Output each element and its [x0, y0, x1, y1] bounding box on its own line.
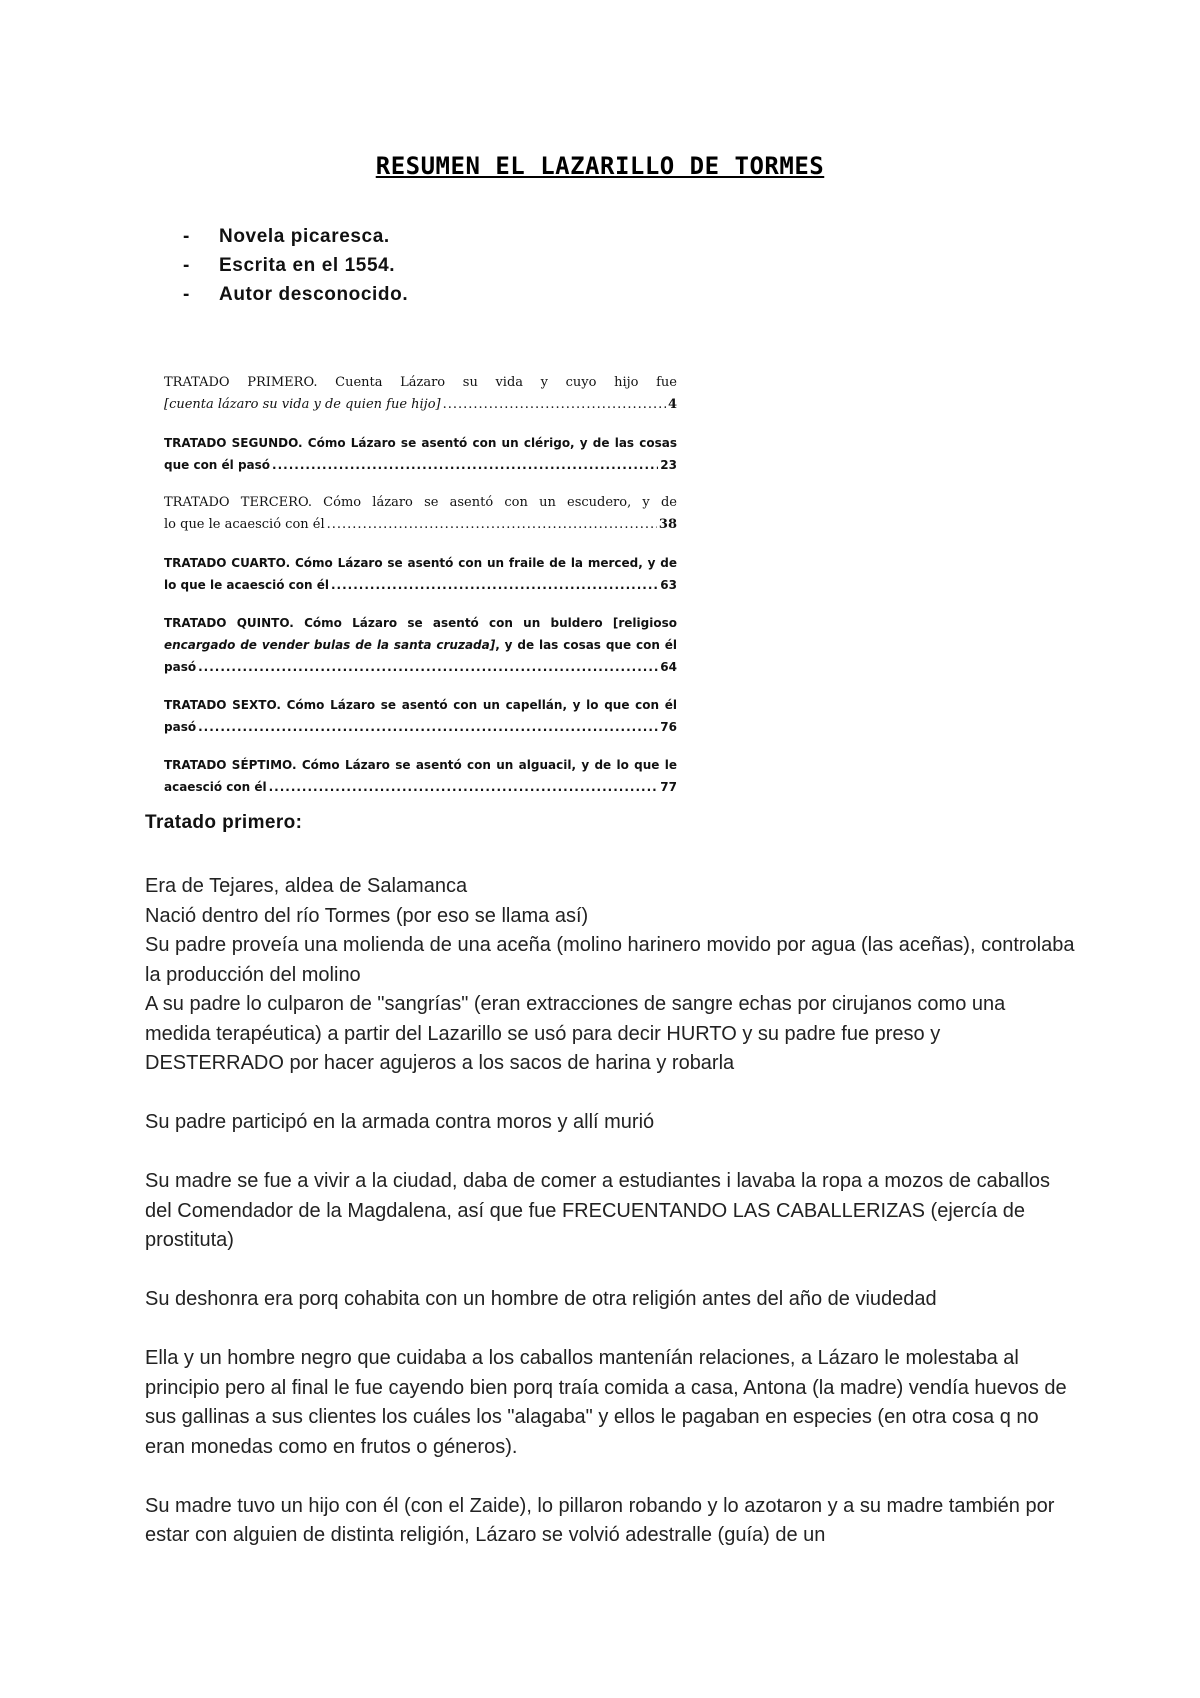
- toc-entry: [164, 612, 677, 678]
- toc-dot-leader: [443, 394, 666, 416]
- paragraph: Su madre tuvo un hijo con él (con el Zaide), lo pillaron robando y lo azotaron y a su madre también por estar con alguien de distinta religión, Lázaro se volvió adestralle (guía) de un: [145, 1494, 1055, 1546]
- bullet-text: Novela picaresca.: [219, 226, 390, 247]
- bullet-text: Escrita en el 1554.: [219, 255, 396, 276]
- toc-entry-line: [164, 394, 677, 416]
- paragraph: Ella y un hombre negro que cuidaba a los caballos manteníán relaciones, a Lázaro le molestaba al principio pero al final le fue cayendo bien porq traía comida a casa, Antona (la madre) vendía huevos de sus gallinas a sus clientes los cuáles los "alagaba" y ellos le pagaban en especies (en otra cosa q no eran monedas como en frutos o géneros).: [145, 1347, 1067, 1458]
- paragraph: Nació dentro del río Tormes (por eso se llama así): [145, 904, 589, 927]
- toc-entry-line: [164, 656, 677, 678]
- toc-dot-leader: [327, 514, 657, 536]
- toc-entry-line: [164, 634, 677, 656]
- toc-page-number: 77: [660, 780, 677, 794]
- toc-entry: [164, 552, 677, 596]
- toc-entry-line: [164, 454, 677, 476]
- toc-dot-leader: [331, 574, 658, 596]
- document-title: RESUMEN EL LAZARILLO DE TORMES: [375, 152, 825, 180]
- bullet-item: [183, 251, 408, 280]
- toc-page-number: 76: [660, 720, 677, 734]
- toc-entry-line: [164, 776, 677, 798]
- toc-entry-line: [164, 716, 677, 738]
- toc-dot-leader: [272, 454, 658, 476]
- toc-dot-leader: [198, 656, 658, 678]
- paragraph: Su padre proveía una molienda de una aceña (molino harinero movido por agua (las aceñas), controlaba la producción del molino: [145, 934, 1075, 986]
- summary-bullets: [183, 222, 408, 309]
- toc-entry-title: TRATADO TERCERO. Cómo lázaro se asentó con un escudero, y de: [164, 495, 677, 510]
- bullet-text: Autor desconocido.: [219, 284, 409, 305]
- toc-entry-continuation: lo que le acaesció con él: [164, 578, 329, 592]
- paragraph: Su deshonra era porq cohabita con un hombre de otra religión antes del año de viudedad: [145, 1288, 937, 1310]
- toc-entry-line: [164, 574, 677, 596]
- toc-page-number: 64: [660, 660, 677, 674]
- bullet-dash: -: [183, 255, 190, 276]
- toc-entry-continuation: pasó: [164, 720, 197, 734]
- toc-entry-title: TRATADO PRIMERO. Cuenta Lázaro su vida y cuyo hijo fue: [164, 375, 677, 390]
- toc-page-number: 38: [658, 517, 677, 532]
- bullet-dash: -: [183, 284, 190, 305]
- toc-entry-line: [164, 514, 677, 536]
- table-of-contents-image: [164, 372, 677, 814]
- toc-entry-title: TRATADO SEXTO. Cómo Lázaro se asentó con un capellán, y lo que con él: [164, 698, 677, 712]
- toc-entry-continuation: que con él pasó: [164, 458, 271, 472]
- toc-entry-continuation: lo que le acaesció con él: [164, 517, 325, 532]
- toc-entry-note: [cuenta lázaro su vida y de quien fue hijo]: [164, 397, 441, 412]
- paragraph: Su madre se fue a vivir a la ciudad, daba de comer a estudiantes i lavaba la ropa a mozos de caballos del Comendador de la Magdalena, así que fue FRECUENTANDO LAS CABALLERIZAS (ejercía de prostituta): [145, 1170, 1050, 1251]
- toc-entry-continuation: pasó: [164, 660, 197, 674]
- toc-entry-continuation: acaesció con él: [164, 780, 267, 794]
- body-text: [145, 872, 1075, 1580]
- toc-page-number: 4: [667, 397, 677, 412]
- paragraph: Era de Tejares, aldea de Salamanca: [145, 875, 468, 897]
- toc-entry: [164, 372, 677, 416]
- toc-page-number: 63: [660, 578, 677, 592]
- toc-entry-title: TRATADO CUARTO. Cómo Lázaro se asentó con un fraile de la merced, y de: [164, 556, 677, 570]
- paragraph: A su padre lo culparon de "sangrías" (eran extracciones de sangre echas por cirujanos como una medida terapéutica) a partir del Lazarillo se usó para decir HURTO y su padre fue preso y DESTERRADO por hacer agujeros a los sacos de harina y robarla: [145, 993, 1006, 1074]
- toc-dot-leader: [269, 776, 659, 798]
- toc-entry-title: TRATADO QUINTO. Cómo Lázaro se asentó con un buldero [religioso: [164, 616, 677, 630]
- bullet-item: [183, 280, 408, 309]
- toc-entry: [164, 694, 677, 738]
- toc-entry: [164, 432, 677, 476]
- toc-entry-title: TRATADO SÉPTIMO. Cómo Lázaro se asentó con un alguacil, y de lo que le: [164, 758, 677, 772]
- paragraph: Su padre participó en la armada contra moros y allí murió: [145, 1111, 655, 1133]
- toc-page-number: 23: [660, 458, 677, 472]
- toc-entry-title: TRATADO SEGUNDO. Cómo Lázaro se asentó con un clérigo, y de las cosas: [164, 436, 677, 450]
- toc-entry: [164, 754, 677, 798]
- toc-entry-continuation: , y de las cosas que con él: [495, 638, 678, 652]
- bullet-item: [183, 222, 408, 251]
- section-heading: Tratado primero:: [145, 812, 303, 833]
- toc-dot-leader: [198, 716, 658, 738]
- toc-entry: [164, 492, 677, 536]
- bullet-dash: -: [183, 226, 190, 247]
- toc-entry-note: encargado de vender bulas de la santa cruzada]: [164, 638, 496, 652]
